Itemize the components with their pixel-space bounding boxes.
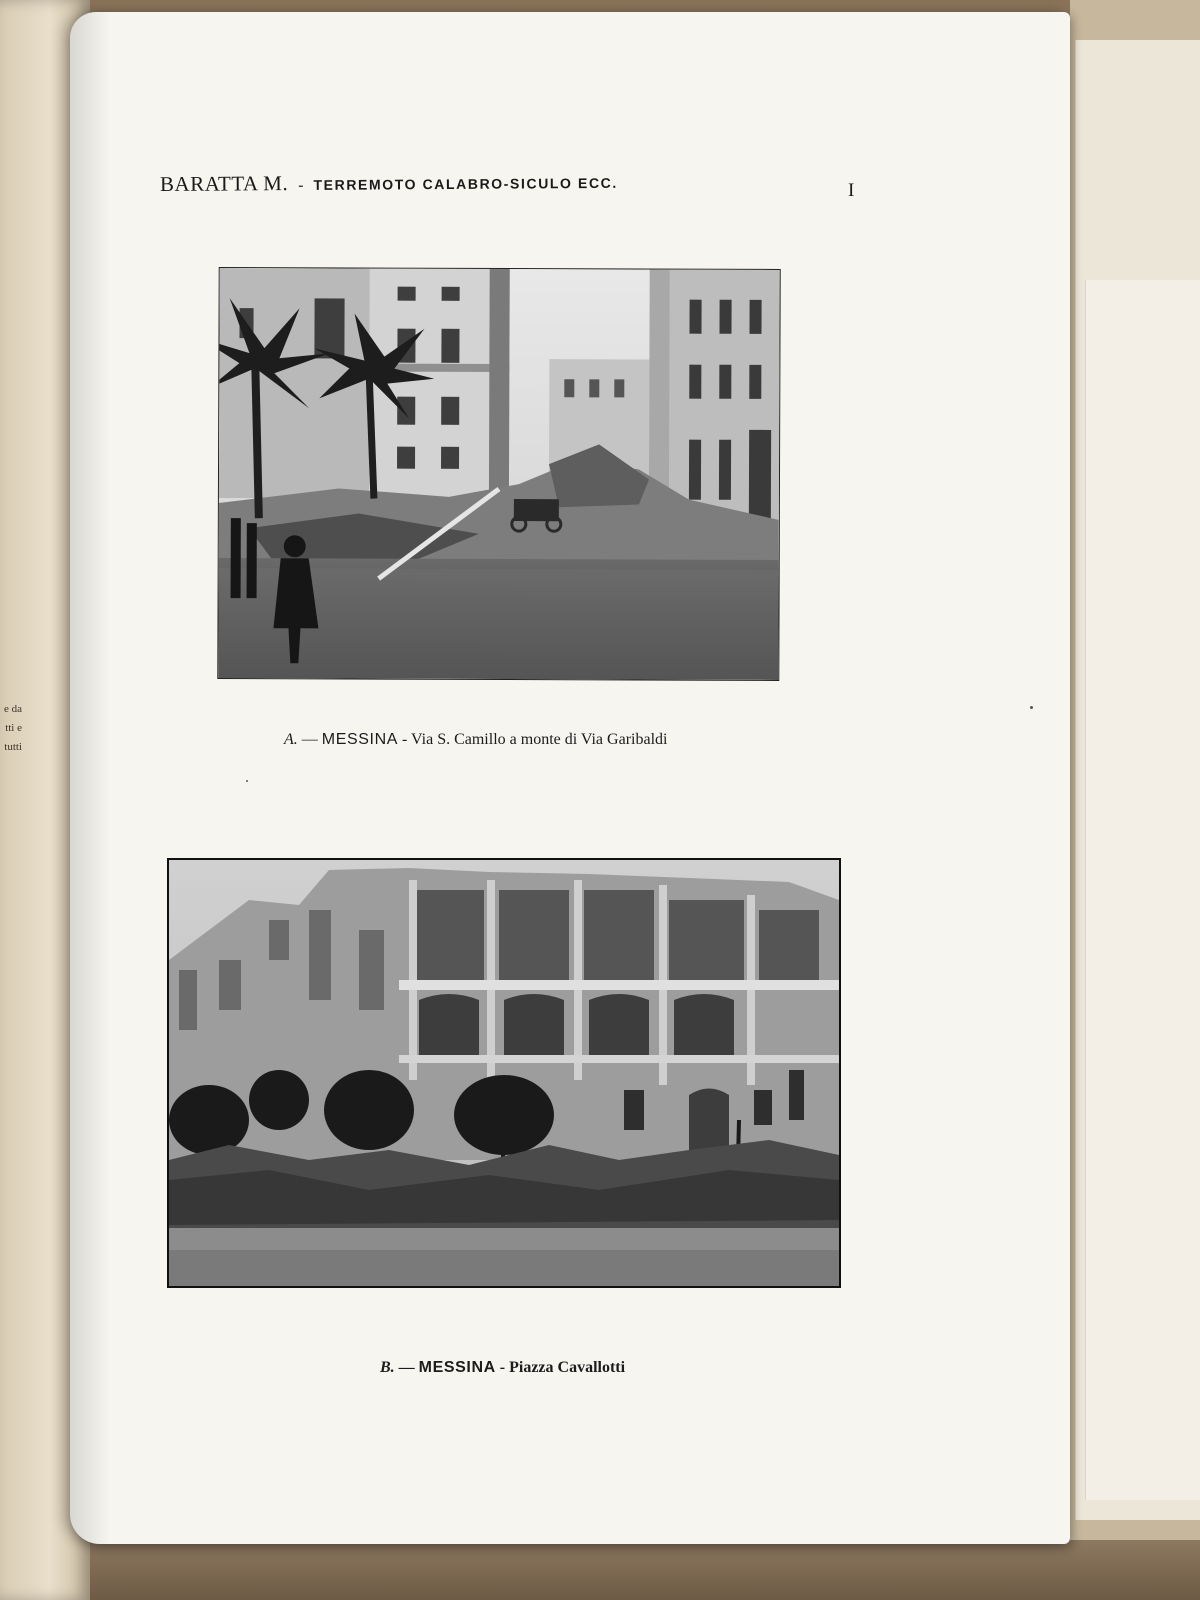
caption-a-sep: - bbox=[402, 731, 408, 748]
caption-a-dash: — bbox=[301, 731, 318, 748]
left-page-text bbox=[0, 700, 22, 757]
caption-b-description: Piazza Cavallotti bbox=[509, 1359, 626, 1376]
plate-page bbox=[70, 12, 1070, 1544]
back-sheet-lower bbox=[1085, 280, 1200, 1500]
paper-speck bbox=[246, 780, 248, 782]
caption-b-letter: B. bbox=[380, 1359, 395, 1376]
caption-a-city: MESSINA bbox=[321, 731, 398, 748]
header-subject: TERREMOTO CALABRO-SICULO ECC. bbox=[313, 174, 618, 193]
plate-number: I bbox=[848, 180, 855, 201]
photo-b bbox=[167, 858, 841, 1288]
caption-b-city: MESSINA bbox=[418, 1359, 496, 1376]
caption-b bbox=[380, 1359, 625, 1377]
paper-speck bbox=[1030, 706, 1033, 709]
left-fragment: e da bbox=[3, 703, 22, 715]
caption-b-sep: - bbox=[499, 1359, 506, 1376]
header-separator: - bbox=[298, 176, 304, 195]
running-header bbox=[160, 167, 880, 202]
caption-a-description: Via S. Camillo a monte di Via Garibaldi bbox=[411, 731, 668, 748]
left-fragment: tti e bbox=[5, 722, 22, 734]
photo-a bbox=[217, 267, 780, 681]
background-bottom bbox=[0, 1540, 1200, 1600]
caption-a-letter: A. bbox=[284, 731, 298, 748]
left-fragment: tutti bbox=[4, 741, 22, 753]
header-author: BARATTA M. bbox=[159, 171, 289, 196]
page-gutter-shadow bbox=[70, 12, 110, 1544]
caption-b-dash: — bbox=[398, 1359, 415, 1376]
caption-a bbox=[284, 731, 667, 749]
